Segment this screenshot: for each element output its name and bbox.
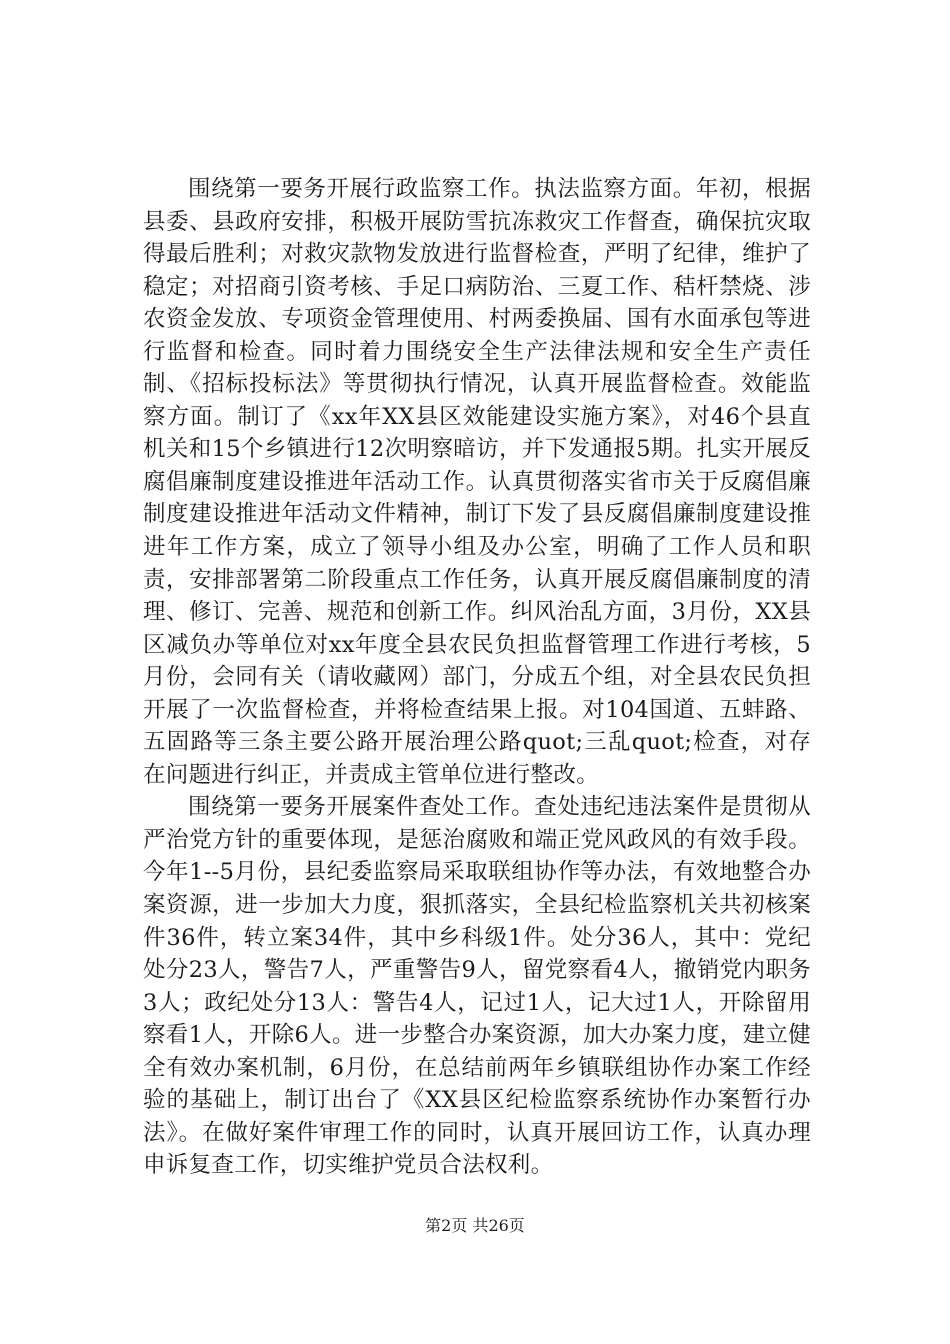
page-number: 第2页 共26页 [425, 1216, 525, 1235]
paragraph-case-investigation: 围绕第一要务开展案件查处工作。查处违纪违法案件是贯彻从严治党方针的重要体现，是惩治腐败和端正党风政风的有效手段。今年1--5月份，县纪委监察局采取联组协作等办法，有效地整合办案资源，进一步加大力度，狠抓落实，全县纪检监察机关共初核案件36件，转立案34件，其中乡科级1件。处分36人，其中：党纪处分23人，警告7人，严重警告9人，留党察看4人，撤销党内职务3人；政纪处分13人：警告4人，记过1人，记大过1人，开除留用察看1人，开除6人。进一步整合办案资源，加大办案力度，建立健全有效办案机制，6月份，在总结前两年乡镇联组协作办案工作经验的基础上，制订出台了《XX县区纪检监察系统协作办案暂行办法》。在做好案件审理工作的同时，认真开展回访工作，认真办理申诉复查工作，切实维护党员合法权利。 [143, 794, 811, 1179]
body-text [143, 173, 811, 1182]
page-footer [0, 1216, 950, 1236]
paragraph-administrative-supervision: 围绕第一要务开展行政监察工作。执法监察方面。年初，根据县委、县政府安排，积极开展防雪抗冻救灾工作督查，确保抗灾取得最后胜利；对救灾款物发放进行监督检查，严明了纪律，维护了稳定；对招商引资考核、手足口病防治、三夏工作、秸杆禁烧、涉农资金发放、专项资金管理使用、村两委换届、国有水面承包等进行监督和检查。同时着力围绕安全生产法律法规和安全生产责任制、《招标投标法》等贯彻执行情况，认真开展监督检查。效能监察方面。制订了《xx年XX县区效能建设实施方案》，对46个县直机关和15个乡镇进行12次明察暗访，并下发通报5期。扎实开展反腐倡廉制度建设推进年活动工作。认真贯彻落实省市关于反腐倡廉制度建设推进年活动文件精神，制订下发了县反腐倡廉制度建设推进年工作方案，成立了领导小组及办公室，明确了工作人员和职责，安排部署第二阶段重点工作任务，认真开展反腐倡廉制度的清理、修订、完善、规范和创新工作。纠风治乱方面，3月份，XX县区减负办等单位对xx年度全县农民负担监督管理工作进行考核，5月份，会同有关（请收藏网）部门，分成五个组，对全县农民负担开展了一次监督检查，并将检查结果上报。对104国道、五蚌路、五固路等三条主要公路开展治理公路quot;三乱quot;检查，对存在问题进行纠正，并责成主管单位进行整改。 [143, 176, 811, 788]
